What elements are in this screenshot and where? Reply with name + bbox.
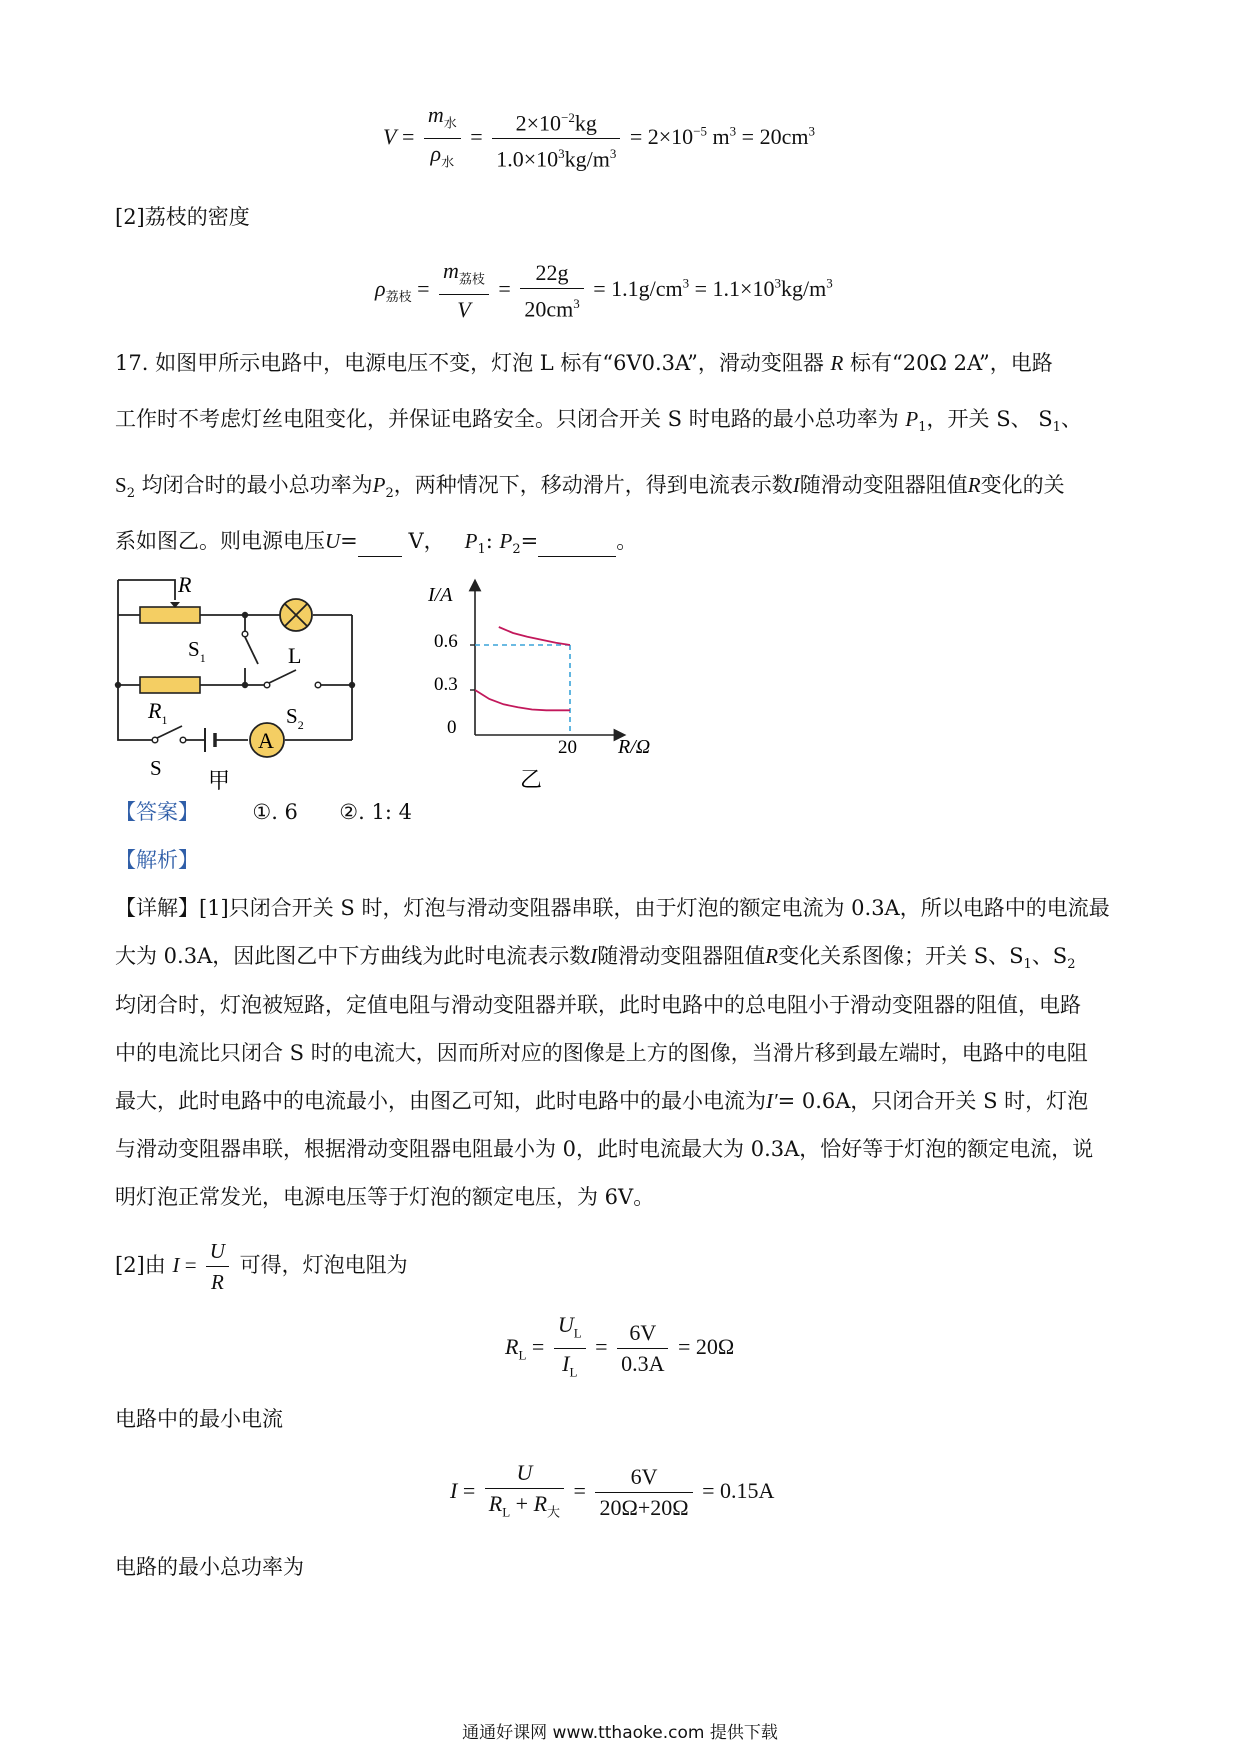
rheostat-R xyxy=(140,607,200,623)
x-axis-label: R/Ω xyxy=(618,736,651,758)
svg-text:S: S xyxy=(150,756,162,780)
detail-line-5: 最大，此时电路中的电流最小，由图乙可知，此时电路中的最小电流为I′= 0.6A，只闭合开关 S 时，灯泡 xyxy=(115,1089,1089,1113)
junction-dot xyxy=(242,682,248,688)
min-current-title: 电路中的最小电流 xyxy=(115,1407,283,1431)
blank-power-ratio xyxy=(538,526,616,557)
circuit-caption: 甲 xyxy=(208,768,231,790)
switch-S xyxy=(152,726,186,743)
equation-density: $\rho_{荔枝}$ = $\frac{m_{荔枝}}{V}$ = $\frac{22g}{20cm^3}$ = $1.1g/cm^3 = 1.1\times 10^3kg/m^3$ xyxy=(375,258,833,323)
answer-1: ①. 6 xyxy=(252,800,298,824)
y-tick-label: 0 xyxy=(447,717,457,738)
answer-tag: 【答案】 xyxy=(115,800,199,824)
lamp-L xyxy=(280,599,312,631)
step2b-line: [2]由 I = $\frac{U}{R}$ 可得，灯泡电阻为 xyxy=(115,1236,1130,1297)
min-power-title: 电路的最小总功率为 xyxy=(115,1555,304,1579)
svg-text:A: A xyxy=(258,728,274,753)
series-upper-curve xyxy=(499,627,570,645)
question-17-line-1: 17. 如图甲所示电路中，电源电压不变，灯泡 L 标有“6V0.3A”，滑动变阻器 R 标有“20Ω 2A”，电路 xyxy=(115,351,1053,375)
step2-title: [2]荔枝的密度 xyxy=(115,205,250,229)
junction-dot xyxy=(115,682,121,688)
current-resistance-graph xyxy=(420,575,680,790)
question-17-line-4: 系如图乙。则电源电压U= V， $P_1$: $P_2=$ 。 xyxy=(115,526,1130,565)
resistor-R1 xyxy=(140,677,200,693)
switch-S2 xyxy=(264,670,321,688)
footer: 通通好课网 www.tthaoke.com 提供下载 xyxy=(462,1723,778,1743)
x-tick-label: 20 xyxy=(558,737,577,758)
svg-text:L: L xyxy=(288,643,302,668)
svg-text:R1: $R_1$ xyxy=(148,698,168,727)
equation-lamp-resistance: $R_L$ = $\frac{U_L}{I_L}$ = $\frac{6V}{0.3A}$ = 20Ω xyxy=(505,1312,735,1380)
detail-line-6: 与滑动变阻器串联，根据滑动变阻器电阻最小为 0，此时电流最大为 0.3A，恰好等于灯泡的额定电流，说 xyxy=(115,1137,1094,1161)
answer-2: ②. 1: 4 xyxy=(339,800,412,824)
circuit-diagram xyxy=(100,570,380,790)
switch-S1 xyxy=(242,631,258,664)
battery xyxy=(205,728,215,752)
y-tick-label: 0.3 xyxy=(434,674,458,695)
detail-line-2: 大为 0.3A，因此图乙中下方曲线为此时电流表示数I随滑动变阻器阻值R变化关系图像；开关 S、$S_1$、$S_2$ xyxy=(115,944,1076,973)
junction-dot xyxy=(242,612,248,618)
detail-line-7: 明灯泡正常发光，电源电压等于灯泡的额定电压，为 6V。 xyxy=(115,1185,655,1209)
question-17-line-3: $S_2$ 均闭合时的最小总功率为$P_2$，两种情况下，移动滑片，得到电流表示数I随滑动变阻器阻值R变化的关 xyxy=(115,473,1065,502)
y-axis-label: I/A xyxy=(428,584,453,606)
equation-volume: V = $\frac{m_水}{\rho_水}$ = $\frac{2\times 10^{-2}kg}{1.0\times 10^3kg/m^3}$ = $2\times 10^{-5}$ $m^3 = 20cm^3$ xyxy=(383,102,815,172)
question-17-line-2: 工作时不考虑灯丝电阻变化，并保证电路安全。只闭合开关 S 时电路的最小总功率为 $P_1$，开关 S、 $S_1$、 xyxy=(115,407,1082,436)
svg-text:R: R xyxy=(178,572,192,597)
detail-line-1: 【详解】[1]只闭合开关 S 时，灯泡与滑动变阻器串联，由于灯泡的额定电流为 0.3A，所以电路中的电流最 xyxy=(115,896,1110,920)
analysis-tag: 【解析】 xyxy=(115,848,199,872)
equation-min-current: I = $\frac{U}{R_L + R_大}$ = $\frac{6V}{20\Omega+20\Omega}$ = 0.15A xyxy=(450,1460,775,1521)
series-lower-curve xyxy=(475,690,570,710)
detail-line-3: 均闭合时，灯泡被短路，定值电阻与滑动变阻器并联，此时电路中的总电阻小于滑动变阻器的阻值，电路 xyxy=(115,993,1081,1017)
junction-dot xyxy=(349,682,355,688)
ammeter xyxy=(250,723,284,757)
blank-voltage xyxy=(358,526,402,557)
y-tick-label: 0.6 xyxy=(434,631,458,652)
answer-row xyxy=(115,797,1130,827)
svg-text:S1: $S_1$ xyxy=(188,637,206,665)
detail-line-4: 中的电流比只闭合 S 时的电流大，因而所对应的图像是上方的图像，当滑片移到最左端时，电路中的电阻 xyxy=(115,1041,1088,1065)
svg-text:S2: $S_2$ xyxy=(286,704,304,732)
graph-caption: 乙 xyxy=(520,767,543,790)
